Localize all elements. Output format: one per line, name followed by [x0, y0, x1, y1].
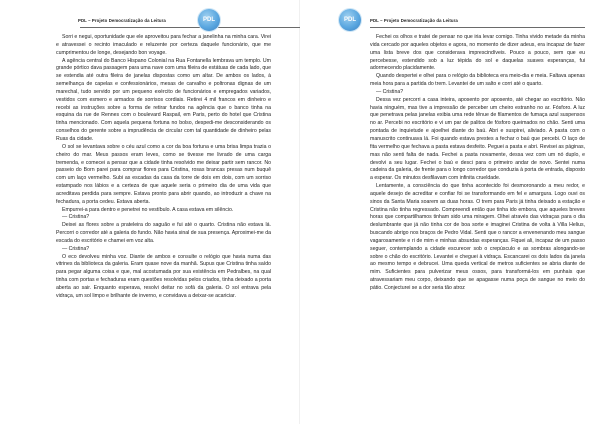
dialogue-line: — Cristina? — [62, 245, 90, 252]
dialogue-line: — Cristina? — [62, 214, 90, 221]
paragraph: A agência central do Banco Hispano Colonial na Rua Fontanella lembrava um templo. Um grande pórtico dava passagem para uma nave com uma fileira de estátuas de cada lado, que se estendia até outra fileira de janelas dispostas como um altar. De ambos os lados, à semelhança de capelas e confessionários, mesas de carvalho e poltronas dignas de um marechal, tudo servido por um pequeno exército de funcionários e empregados variados, vestidos com esmero e armados de sorrisos cordiais. Retirei 4 mil francos em dinheiro e recebi as instruções sobre a forma de retirar fundos na agência que o banco tinha na esquina da rue de Rennes com o boulevard Raspail, em Paris, perto do hotel que Cristina tinha mencionado. Com aquela pequena fortuna no bolso, despedi-me desconsiderando os conselhos do gerente sobre a imprudência de circular com tal quantidade de dinheiro pelas Ruas da cidade. — [56, 57, 271, 142]
paragraph: Sorri e negui, oportunidade que ele aproveitou para fechar a janelinha na minha cara. Virei e atravessei o recinto imaculado e reluzente por certeza daquele funcionário, que me cumprimentou de longe, desejando bon voyage. — [56, 34, 271, 56]
right-page-body — [370, 34, 585, 293]
paragraph: Dessa vez percorri a casa inteira, aposento por aposento, até chegar ao escritório. Não havia ninguém, mas tive a impressão de perceber um cheiro estranho no ar. Fósforo. A luz que penetrava pelas janelas exibia uma rede tênue de filamentos de fumaça azul suspensos no ar. Percebi no escritório e vi um par de palitos de fósforo queimados no chão. Senti uma pontada de inquietude e ajoelhei diante do baú. Abri e suspirei, aliviado. A pasta com o manuscrito continuava lá. Foi quando estava prestes a fechar o baú que percebi. O laço de fita vermelho que fechava a pasta estava desfeito. Peguei a pasta e abri. Revisei as páginas, mas não senti falta de nada. Fechei a pasta novamente, dessa vez com um nó duplo, e devolvi a seu lugar. Fechei o baú e desci para o primeiro andar de novo. Sentei numa cadeira da galeria, de frente para o longo corredor que conduzia à porta de entrada, disposto a esperar. Os minutos desfilavam com infinita crueldade. — [370, 96, 585, 182]
paragraph: O eco devolveu minha voz. Diante de ambos e consulte o relógio que havia numa das vitrines da biblioteca da galeria. Eram quase nove da manhã. Supus que Cristina tinha saído para pegar alguma coisa e que, mal acostumada por sua existência em Pedralbes, na qual tinha com portas e fechaduras eram questões resolvidas pelos criados, tinha deixado a porta aberta ao sair. Enquanto esperava, resolvi deitar no sofá da galeria. O sol entrava pela vidraça, um sol limpo e brilhante de inverno, e convidava a deixar-se acariciar. — [56, 253, 271, 299]
left-running-header: PDL – Projeto Democratização da Leitura — [78, 18, 166, 23]
paragraph: O sol se levantava sobre o céu azul como a cor da boa fortuna e uma brisa limpa trazia o cheiro do mar. Meus passos eram leves, como se tivesse me livrado de uma carga tremenda, e comecei a pensar que a cidade tinha resolvido me deixar partir sem rancor. No passeio do Born parei para comprar flores para Cristina, rosas brancas presas num buquê com um laço vermelho. Subi as escadas da casa da torre de dois em dois, com um sorriso estampado nos lábios e a certeza de que aquele seria o primeiro dia de uma vida que acreditava perdida para sempre. Estava pronto para abrir quando, ao introduzir a chave na fechadura, a porta cedeu. Estava aberta. — [56, 143, 271, 205]
page-spine — [299, 0, 300, 424]
paragraph: Fechei os olhos e tratei de pensar no que iria levar comigo. Tinha vivido metade da minha vida cercado por aqueles objetos e agora, no momento de dizer adeus, era incapaz de fazer uma lista breve dos que considerava imprescindíveis. Pouco a pouco, sem que eu percebesse, estendido sob a luz tépida do sol e daquelas suaves esperanças, fui adormecendo placidamente. — [370, 34, 585, 72]
dialogue-line: — Cristina? — [376, 88, 404, 95]
paragraph: Quando despertei e olhei para o relógio da biblioteca era meio-dia e meia. Faltava apenas meia hora para a partida do trem. Levantei de um salto e corri até o quarto. — [370, 73, 585, 88]
paragraph: Empurrei-a para dentro e penetrei no vestíbulo. A casa estava em silêncio. — [62, 206, 234, 213]
left-header-rule — [80, 27, 300, 28]
pdl-logo-icon-left: PDL — [198, 9, 220, 31]
paragraph: Deixei as flores sobre a prateleira do saguão e fui até o quarto. Cristina não estava lá. Percorri o corredor até a galeria do fundo. Não havia sinal de sua presença. Aproximei-me da escada do escritório e chamei em voz alta. — [56, 222, 271, 244]
right-header-rule — [370, 27, 585, 28]
paragraph: Lentamente, a consciência do que tinha acontecido foi desmoronando a meu redor, e aquele desejo de acreditar e confiar foi se transformando em fel e amargura. Logo ouvi os sinos da Santa Maria soarem as duas horas. O trem para Paris já tinha deixado a estação e Cristina não tinha regressado. Compreendi então que tinha ido embora, que aqueles breves horas que compartilhamos tinham sido uma miragem. Olhei através das vidraças para o dia deslumbrante que já não tinha cor de boa sorte e imaginei Cristina de volta à Villa Helius, buscando abrigo nos braços de Pedro Vidal. Senti que o rancor a envenenando meu sangue vagarosamente e ri de mim e minhas absurdas esperanças. Fiquei ali, incapaz de um passo seguer, contemplando a cidade escurecer sob o crepúsculo e as sombras alongando-se sobre o chão do escritório. Levantei e cheguei à vidraça. Escancarei os dois lados da janela ao mesmo tempo e debrucei. Uma queda vertical de metros suficientes se abria diante de mim. Suficientes para pulverizar meus ossos, para transformá-los em punhais que atravessariam meu corpo, deixando que se apagasse numa poça de sangue no meio do pátio. Conjecturei se a dor seria tão atroz — [370, 183, 585, 291]
right-running-header: PDL – Projeto Democratização da Leitura — [370, 18, 458, 23]
left-page-body — [56, 34, 271, 301]
pdl-logo-icon-right: PDL — [339, 9, 361, 31]
